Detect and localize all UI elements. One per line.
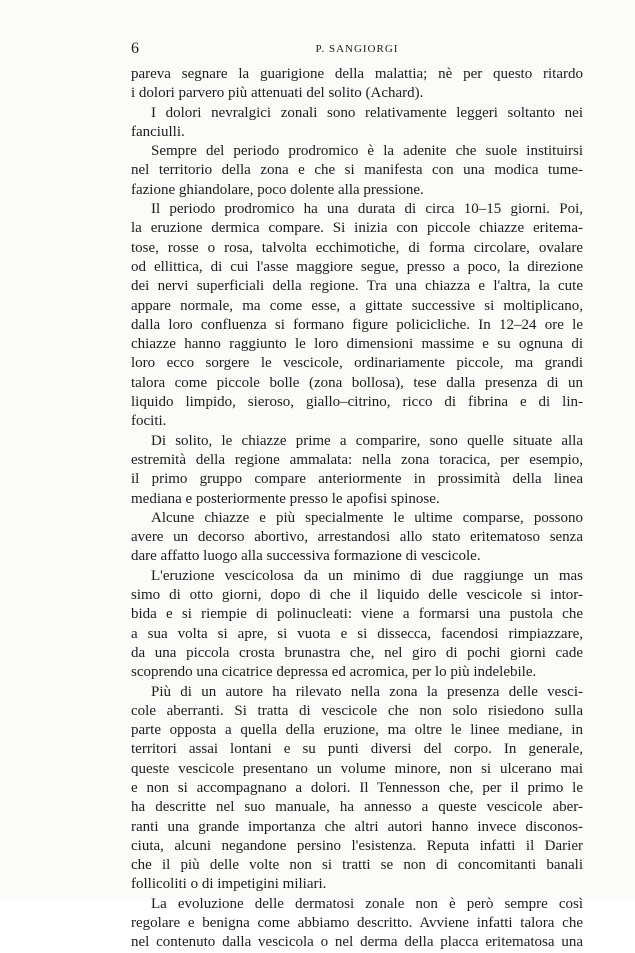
- text-line: follicoliti o di impetigini miliari.: [131, 876, 327, 893]
- text-line: territori assai lontani e su punti diversi del corpo. In generale,: [131, 741, 583, 758]
- text-line: Più di un autore ha rilevato nella zona la presenza delle vesci-: [151, 683, 583, 700]
- text-line: la eruzione dermica compare. Si inizia con piccole chiazze eritema-: [131, 220, 583, 237]
- text-line: scoprendo una cicatrice depressa ed acromica, per lo più indelebile.: [131, 664, 537, 681]
- text-line: e non si accompagnano a dolori. Il Tennesson che, per il primo le: [131, 779, 583, 796]
- text-line: dare affatto luogo alla successiva formazione di vescicole.: [131, 548, 481, 565]
- text-line: dei nervi superficiali della regione. Tra una chiazza e l'altra, la cute: [131, 278, 583, 295]
- text-line: La evoluzione delle dermatosi zonale non è però sempre così: [151, 895, 583, 912]
- text-line: fociti.: [131, 413, 167, 430]
- text-line: liquido limpido, sieroso, giallo–citrino, ricco di fibrina e di lin-: [131, 394, 583, 411]
- text-line: tose, rosse o rosa, talvolta ecchimotiche, di forma circolare, ovalare: [131, 239, 583, 256]
- text-line: od ellittica, di cui l'asse maggiore segue, presso a poco, la direzione: [131, 258, 583, 275]
- running-head: P. SANGIORGI: [315, 43, 399, 55]
- text-line: a sua volta si apre, si vuota e si dissecca, facendosi rimpiazzare,: [131, 625, 583, 642]
- text-line: Alcune chiazze e più specialmente le ultime comparse, possono: [151, 509, 583, 526]
- text-line: talora come piccole bolle (zona bollosa), tese dalla presenza di un: [131, 374, 583, 391]
- text-line: mediana e posteriormente presso le apofisi spinose.: [131, 490, 440, 507]
- text-line: bida e si riempie di polinucleati: viene a formarsi una pustola che: [131, 606, 583, 623]
- text-line: chiazze hanno raggiunto le loro dimensioni massime e su ognuna di: [131, 336, 583, 353]
- text-line: Il periodo prodromico ha una durata di circa 10–15 giorni. Poi,: [151, 201, 583, 218]
- text-line: ciuta, alcuni negandone persino l'esistenza. Reputa infatti il Darier: [131, 837, 583, 854]
- body-text: [131, 65, 583, 953]
- text-line: L'eruzione vescicolosa da un minimo di due raggiunge un mas: [151, 567, 583, 584]
- text-line: estremità della regione ammalata: nella zona toracica, per esempio,: [131, 451, 583, 468]
- text-line: fanciulli.: [131, 123, 185, 140]
- text-line: ha descritte nel suo manuale, ha annesso a queste vescicole aber-: [131, 799, 583, 816]
- text-line: che il più delle volte non si tratti se non di concomitanti banali: [131, 857, 583, 874]
- page-header: [131, 40, 583, 60]
- text-line: fazione ghiandolare, poco dolente alla pressione.: [131, 181, 424, 198]
- text-line: appare normale, ma come esse, a gittate successive si moltiplicano,: [131, 297, 583, 314]
- text-line: queste vescicole presentano un volume minore, non si ulcerano mai: [131, 760, 583, 777]
- text-line: Sempre del periodo prodromico è la adenite che suole instituirsi: [151, 143, 583, 160]
- text-line: loro ecco sorgere le vescicole, ordinariamente piccole, ma grandi: [131, 355, 583, 372]
- text-line: I dolori nevralgici zonali sono relativamente leggeri soltanto nei: [151, 104, 583, 121]
- text-line: nel territorio della zona e che si manifesta con una modica tume-: [131, 162, 583, 179]
- text-line: cole aberranti. Si tratta di vescicole che non solo risiedono sulla: [131, 702, 583, 719]
- text-line: simo di otto giorni, dopo di che il liquido delle vescicole si intor-: [131, 587, 583, 604]
- text-line: da una piccola crosta brunastra che, nel giro di pochi giorni cade: [131, 644, 583, 661]
- text-line: i dolori parvero più attenuati del solito (Achard).: [131, 85, 424, 102]
- text-line: avere un decorso abortivo, arrestandosi allo stato eritematoso senza: [131, 529, 583, 546]
- text-line: nel contenuto dalla vescicola o nel derma della placca eritematosa una: [131, 934, 583, 951]
- page-number: 6: [131, 40, 139, 57]
- text-line: parte opposta a quella della eruzione, ma oltre le linee mediane, in: [131, 722, 583, 739]
- text-line: regolare e benigna come abbiamo descritto. Avviene infatti talora che: [131, 915, 583, 932]
- text-line: Di solito, le chiazze prime a comparire, sono quelle situate alla: [151, 432, 583, 449]
- text-line: ranti una grande importanza che altri autori hanno invece disconos-: [131, 818, 583, 835]
- text-line: il primo gruppo compare anteriormente in prossimità della linea: [131, 471, 583, 488]
- text-line: pareva segnare la guarigione della malattia; nè per questo ritardo: [131, 66, 583, 82]
- text-line: dalla loro confluenza si formano figure policicliche. In 12–24 ore le: [131, 316, 583, 333]
